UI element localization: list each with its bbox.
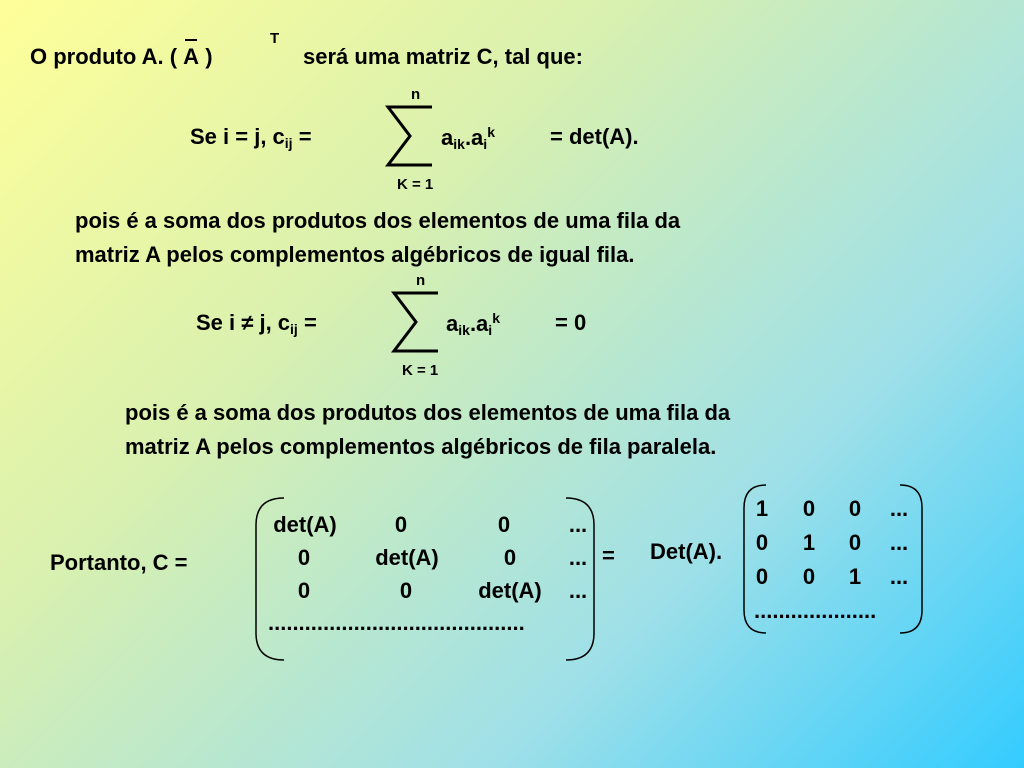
matrix-c-cell: ... (568, 578, 588, 603)
identity-cell: 0 (802, 564, 816, 589)
matrix-c-cell: 0 (394, 512, 408, 537)
eq2-term-a: a (446, 311, 459, 336)
eq2-term-sup: k (492, 310, 500, 326)
eq1-lhs-sub: ij (284, 135, 293, 151)
intro-suffix: será uma matriz C, tal que: (303, 44, 583, 69)
not-equal-icon: ≠ (241, 310, 254, 335)
eq2-lhs-sub: ij (290, 321, 298, 337)
matrix-c-cell: 0 (497, 512, 511, 537)
eq2-term-sub1: ik (458, 322, 470, 338)
identity-cell: 0 (755, 530, 769, 555)
matrix-c-cell: 0 (297, 545, 311, 570)
matrix-c-cell: 0 (297, 578, 311, 603)
identity-cell: 1 (802, 530, 816, 555)
equals-sign: = (602, 543, 615, 568)
eq2-lhs (196, 310, 317, 337)
eq2-sum-top: n (416, 272, 426, 289)
eq1-lhs-eq: = (298, 124, 312, 149)
matrix-c-cell: ... (568, 545, 588, 570)
det-label: Det(A). (650, 539, 723, 564)
matrix-c-cell: 0 (399, 578, 413, 603)
intro-line (30, 44, 213, 70)
eq2-lhs-eq: = (303, 310, 317, 335)
identity-cell: 0 (848, 496, 862, 521)
eq2-lhs-a: Se i (196, 310, 236, 335)
conclusion-label: Portanto, C = (50, 550, 188, 575)
identity-cell: 1 (848, 564, 862, 589)
para2-line1: pois é a soma dos produtos dos elementos de uma fila da (125, 400, 731, 425)
intro-prefix: O produto A. ( (30, 44, 178, 69)
para1-line2: matriz A pelos complementos algébricos de igual fila. (75, 242, 635, 267)
eq2-term-sub2: i (488, 322, 493, 338)
identity-cell: ... (889, 564, 909, 589)
intro-close-paren: ) (205, 44, 213, 69)
transpose-sup: T (270, 30, 280, 47)
identity-cell: 0 (848, 530, 862, 555)
eq1-sum-top: n (411, 86, 421, 103)
eq1-term-sub1: ik (453, 136, 465, 152)
identity-dots: .................... (754, 598, 877, 623)
matrix-c-dots: .......................................... (268, 610, 525, 635)
eq2-lhs-b: j, c (259, 310, 291, 335)
eq1-lhs (190, 124, 312, 151)
matrix-c-cell: ... (568, 512, 588, 537)
eq2-sum-bottom: K = 1 (402, 362, 439, 379)
para2-line2: matriz A pelos complementos algébricos de fila paralela. (125, 434, 717, 459)
identity-cell: 0 (755, 564, 769, 589)
eq1-term (441, 124, 495, 152)
matrix-c-cell: 0 (503, 545, 517, 570)
matrix-c-cell: det(A) (478, 578, 542, 603)
eq1-sum-bottom: K = 1 (397, 176, 434, 193)
a-bar: A (183, 44, 200, 69)
eq1-lhs-text: Se i = j, c (190, 124, 285, 149)
eq2-rhs: = 0 (555, 310, 587, 335)
identity-cell: ... (889, 496, 909, 521)
sigma-icon (384, 104, 434, 168)
eq2-term (446, 310, 500, 338)
matrix-c-cell: det(A) (273, 512, 337, 537)
identity-cell: ... (889, 530, 909, 555)
para1-line1: pois é a soma dos produtos dos elementos de uma fila da (75, 208, 681, 233)
eq1-term-dot: .a (464, 125, 484, 150)
eq1-rhs: = det(A). (550, 124, 639, 149)
matrix-c-cell: det(A) (375, 545, 439, 570)
eq2-term-dot: .a (469, 311, 489, 336)
identity-cell: 0 (802, 496, 816, 521)
eq1-term-sup: k (487, 124, 495, 140)
sigma-icon (390, 290, 440, 354)
eq1-term-a: a (441, 125, 454, 150)
identity-cell: 1 (755, 496, 769, 521)
eq1-term-sub2: i (483, 136, 488, 152)
